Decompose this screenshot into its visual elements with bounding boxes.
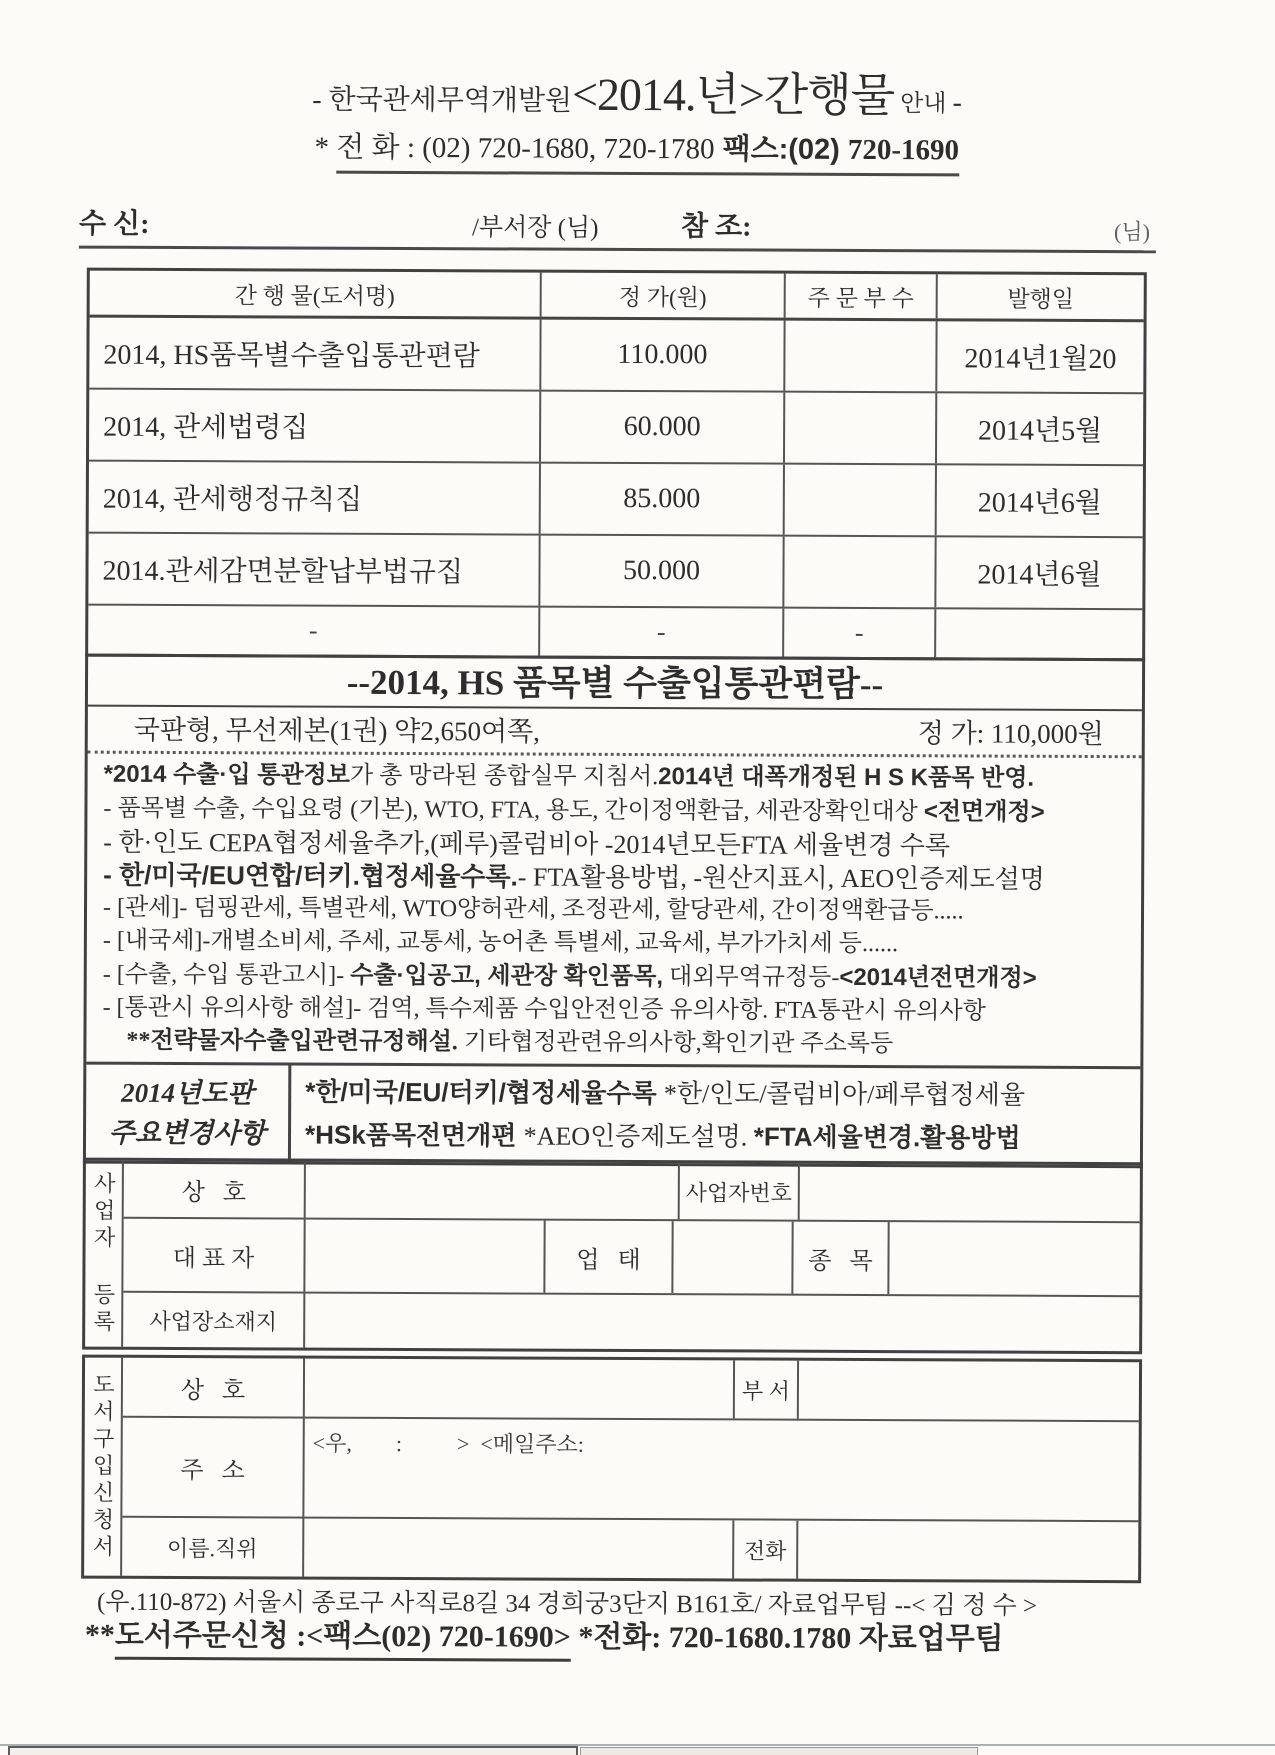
order-quantity-cell[interactable] [785,321,937,392]
feature-bullet-list [86,754,1141,1067]
publication-date: 2014년6월 [977,559,1102,592]
publications-table [85,268,1147,662]
phone-numbers: (02) 720-1680, 720-1780 [422,132,715,166]
business-location-field[interactable] [305,1294,1139,1352]
changes-line2 [305,1114,1140,1161]
table-row-empty [88,606,1142,659]
business-item-field[interactable] [889,1222,1139,1295]
text-segment: - 한/미국/EU연합/터키.협정세율수록. [103,859,518,892]
text-segment: - 품목별 수출, 수입요령 (기본), WTO, FTA, 용도, 간이정액환급, 세관장확인대상 [103,795,924,826]
business-number-field[interactable] [800,1164,1140,1221]
publication-date: 2014년1월20 [964,343,1117,376]
order-phone-label: 전화 [734,1520,798,1578]
publication-price: 60.000 [541,392,785,463]
publication-date: 2014년5월 [977,415,1103,448]
company-name-row [124,1161,1140,1223]
column-header-quantity: 주 문 부 수 [786,274,938,319]
phone-label: 전 화 : [336,131,423,165]
order-name-label: 이름.직위 [122,1518,304,1577]
feature-bullet [103,992,1135,1030]
text-segment: - FTA활용방법, -원산지표시, AEO인증제도설명 [517,862,1045,894]
cc-nim-label: (님) [1114,219,1151,245]
order-quantity-cell[interactable] [785,393,937,464]
feature-bullet [103,859,1135,897]
text-segment: 2014년 대폭개정된 H S K품목 반영. [658,763,1035,792]
column-header-date: 발행일 [1007,286,1075,312]
order-name-field[interactable] [304,1519,734,1579]
format-spec-line [88,707,1142,759]
text-segment: *한/인도/콜럼비아/페루협정세율 [663,1079,1026,1110]
text-segment: *2014 수출·입 통관정보 [103,760,351,789]
order-fax-underlined: 도서주문신청 :<팩스(02) 720-1690> [115,1619,571,1662]
feature-bullet [103,958,1135,997]
publication-price: 85.000 [541,464,785,535]
order-address-row [122,1418,1138,1522]
publication-title: 2014, HS품목별수출입통관편람 [89,318,541,390]
order-address-label: 주 소 [122,1418,304,1517]
table-row [89,390,1143,467]
changes-line1 [305,1071,1140,1118]
changes-box [86,1062,1140,1166]
changes-box-label [86,1065,291,1162]
recipient-label: 수 신: [78,208,150,240]
order-quantity-cell[interactable] [785,465,937,536]
ceo-field[interactable] [305,1220,545,1293]
column-header-title: 간 행 물(도서명) [90,271,542,317]
order-name-row [122,1518,1138,1580]
business-type-field[interactable] [673,1221,793,1294]
recipient-blank-field[interactable] [174,212,454,243]
feature-bullet [103,792,1135,831]
format-spec: 국판형, 무선제본(1권) 약2,650여쪽, [133,714,541,747]
title-guide: 안내 [894,91,953,118]
empty-date-cell [936,609,1142,658]
book-order-vertical-label: 도서구입신청서 [84,1358,123,1576]
text-segment: - [수출, 수입 통관고시]- [102,961,351,989]
text-segment: *FTA세율변경.활용방법 [753,1121,1021,1153]
changes-label-line1: 2014년도판 [121,1077,254,1109]
cc-blank-field[interactable] [779,215,1069,246]
featured-book-title: --2014, HS 품목별 수출입통관편람-- [88,657,1142,712]
feature-bullet [103,925,1135,963]
table-header-row [90,271,1144,323]
text-segment: - 한·인도 CEPA협정세율추가,(페루)콜럼비아 -2014년모든FTA 세율변경 수록 [103,827,951,861]
phone-star: * [314,131,337,164]
scan-artifact [8,1746,578,1755]
text-segment: - [내국세]-개별소비세, 주세, 교통세, 농어촌 특별세, 교육세, 부가가치세 등...... [102,927,899,958]
business-registration-vertical-label: 사업자 등록 [85,1161,124,1347]
order-company-row [123,1358,1139,1422]
book-order-rows [122,1358,1139,1580]
publication-price: 50.000 [540,536,784,607]
text-segment: 대외무역규정등- [663,964,840,991]
text-segment: 가 총 망라된 종합실무 지침서. [349,762,659,791]
text-segment: 기타협정관련유의사항,확인기관 주소록등 [457,1029,894,1058]
text-segment: - [통관시 유의사항 해설]- 검역, 특수제품 수입안전인증 유의사항. FTA통관시 유의사항 [102,994,986,1025]
text-segment: *한/미국/EU/터키/협정세율수록 [305,1076,664,1109]
text-segment: <2014년전면개정> [839,963,1037,992]
order-address-field[interactable] [304,1419,1138,1521]
text-segment: **전략물자수출입관련규정해설. [126,1027,458,1056]
address-footer: (우.110-872) 서울시 종로구 사직로8길 34 경희궁3단지 B161호/ 자료업무팀 --< 김 정 수 > [96,1588,1038,1620]
scan-artifact [580,1747,978,1755]
order-company-label: 상 호 [123,1358,305,1417]
order-quantity-cell[interactable] [784,537,936,608]
title-dash-right: - [952,87,962,119]
publication-title: 2014, 관세행정규칙집 [89,462,541,534]
ceo-label: 대 표 자 [123,1219,305,1292]
text-segment: - [관세]- 덤핑관세, 특별관세, WTO양허관세, 조정관세, 할당관세, 간이정액환급등..... [102,894,964,925]
publication-title: 2014.관세감면분할납부법규집 [88,534,540,606]
column-header-price: 정 가(원) [542,273,786,318]
empty-price-cell: - [540,608,784,657]
publication-date: 2014년6월 [977,487,1102,520]
text-segment: 수출·입공고, 세관장 확인품목, [350,961,664,991]
table-row [89,462,1143,539]
title-year-publication: <2014.년>간행물 [571,68,895,122]
featured-book-box [83,654,1145,1169]
address-hint: <우, : > <메일주소: [312,1430,584,1457]
empty-title-cell: - [88,606,540,656]
fax-number: 720-1690 [847,133,960,167]
recipient-line [79,204,1156,254]
company-name-label: 상 호 [124,1161,306,1218]
feature-bullet [103,826,1135,864]
order-dept-label: 부 서 [735,1360,799,1418]
feature-bullet [102,1025,1134,1063]
cc-label: 참 조: [680,211,752,243]
text-segment: *AEO인증제도설명. [523,1121,754,1152]
business-item-label: 종 목 [793,1222,889,1294]
title-dash-left: - [312,84,329,116]
business-number-label: 사업자번호 [680,1163,800,1220]
business-location-label: 사업장소재지 [123,1293,305,1348]
order-instruction-footer [85,1610,1004,1658]
book-order-section [81,1355,1142,1584]
text-segment: *HSk품목전면개편 [304,1119,524,1151]
changes-box-content [291,1065,1140,1165]
phone-fax-line [0,123,1274,170]
business-registration-rows [123,1161,1140,1351]
empty-quantity-cell[interactable]: - [784,609,936,658]
table-row [88,534,1142,611]
publication-price: 110.000 [541,320,785,391]
order-stars: ** [84,1618,115,1652]
changes-label-line2: 주요변경사항 [108,1117,266,1149]
order-phone-field[interactable] [798,1521,1138,1580]
ceo-row [123,1219,1139,1297]
business-location-row [123,1293,1139,1351]
title-org: 한국관세무역개발원 [328,84,573,117]
business-registration-section [82,1158,1143,1355]
company-name-field[interactable] [306,1162,680,1220]
feature-bullet [104,758,1136,797]
department-head-label: /부서장 (님) [471,214,599,242]
order-company-field[interactable] [305,1359,735,1419]
table-row [89,318,1143,395]
business-type-label: 업 태 [545,1221,673,1294]
publication-title: 2014, 관세법령집 [89,390,541,462]
document-title [0,55,1275,127]
featured-price: 정 가: 110,000원 [917,718,1104,750]
text-segment: <전면개정> [923,798,1045,826]
order-phone-text: *전화: 720-1680.1780 자료업무팀 [570,1620,1004,1656]
feature-bullet [103,892,1135,930]
fax-label: 팩스:(02) [714,133,849,166]
order-dept-field[interactable] [799,1361,1139,1420]
